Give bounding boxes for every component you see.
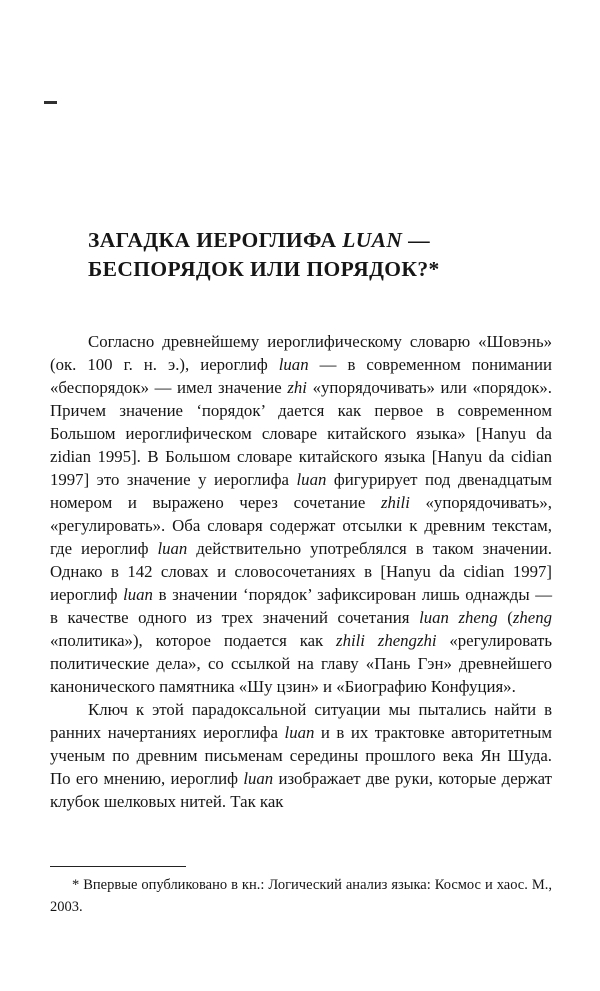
text-run: «регулировать политические дела», со ссылкой на главу «Пань Гэн» древнейшего канонического памятника «Шу цзин» и «Биографию Конфуция». [50, 631, 552, 696]
italic-run: luan [284, 723, 315, 742]
italic-run: zhi [287, 378, 307, 397]
text-run: БЕСПОРЯДОК ИЛИ ПОРЯДОК?* [88, 257, 440, 282]
footnote-divider [50, 866, 186, 867]
text-run: — [402, 228, 431, 253]
text-run: «упорядочивать» или «порядок». Причем значение ‘порядок’ дается как первое в современном Большом иероглифическом словаре китайского языка» [Hanyu da zidian 1995]. В Большом словаре китайского языка [Hanyu da cidian 1997] это значение у иероглифа [50, 378, 552, 489]
text-run: и в их трактовке авторитетным ученым по древним письменам середины прошлого века Ян Шуда. По его мнению, иероглиф [50, 723, 552, 788]
text-run: Ключ к этой парадоксальной ситуации мы пытались найти в ранних начертаниях иероглифа [50, 700, 552, 742]
italic-run: luan [123, 585, 153, 604]
italic-run: luan zheng [419, 608, 498, 627]
text-run: изображает две руки, которые держат клубок шелковых нитей. Так как [50, 769, 553, 811]
article-body [50, 330, 552, 813]
chapter-title-line-1 [88, 226, 554, 255]
italic-run: luan [243, 769, 274, 788]
text-run: Согласно древнейшему иероглифическому словарю «Шовэнь» (ок. 100 г. н. э.), иероглиф [50, 332, 552, 374]
italic-run: zhili zhengzhi [336, 631, 437, 650]
text-run: ( [497, 608, 513, 627]
text-run: ЗАГАДКА ИЕРОГЛИФА [88, 228, 343, 253]
italic-run: LUAN [342, 228, 403, 253]
paragraph [50, 330, 552, 698]
text-run: — в современном понимании «беспорядок» — имел значение [50, 355, 552, 397]
footnote-block [50, 866, 552, 918]
text-run: в значении ‘порядок’ зафиксирован лишь однажды — в качестве одного из трех значений сочетания [50, 585, 553, 627]
corner-mark [44, 101, 57, 104]
footnote-text [50, 874, 552, 918]
italic-run: zhili [380, 493, 410, 512]
italic-run: luan [296, 470, 327, 489]
text-run: фигурирует под двенадцатым номером и выражено через сочетание [50, 470, 552, 512]
text-run: «упорядочивать», «регулировать». Оба словаря содержат отсылки к древним текстам, где иероглиф [50, 493, 552, 558]
text-run: действительно употреблялся в таком значении. Однако в 142 словах и словосочетаниях в [Hanyu da cidian 1997] иероглиф [50, 539, 552, 604]
text-run: «политика»), которое подается как [50, 631, 337, 650]
italic-run: luan [278, 355, 309, 374]
chapter-title [50, 226, 554, 284]
italic-run: zheng [512, 608, 552, 627]
chapter-title-line-2 [88, 255, 554, 284]
paragraph [50, 698, 552, 813]
text-run: * Впервые опубликовано в кн.: Логический анализ языка: Космос и хаос. М., 2003. [50, 877, 552, 915]
italic-run: luan [157, 539, 188, 558]
